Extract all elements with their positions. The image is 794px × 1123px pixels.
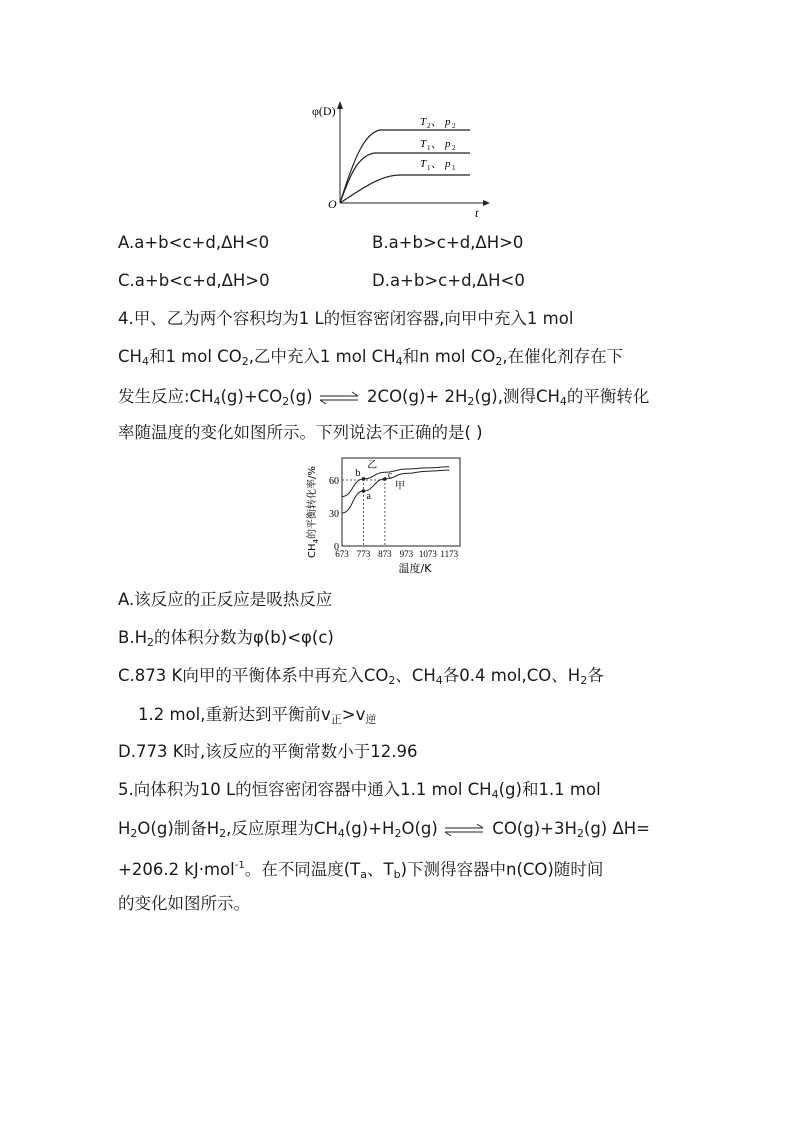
q5-line2: $H_2O(g)$制备$H_2$,反应原理为$CH_4(g)+H_2O(g)$ $CO(g)+3H_2(g)$ ΔH= xyxy=(118,819,651,840)
svg-text:T: T xyxy=(420,138,427,150)
svg-text:1: 1 xyxy=(427,164,431,172)
option-4c-line2: 1.2 mol,重新达到平衡前$v_正>v_逆$ xyxy=(138,705,377,726)
point-label-c: c xyxy=(387,469,393,481)
svg-text:2: 2 xyxy=(452,144,456,152)
conversion-chart-svg xyxy=(300,450,470,580)
svg-text:p: p xyxy=(445,158,451,170)
svg-text:p: p xyxy=(445,116,451,128)
option-4b: $B.H_2$的体积分数为φ(b)<φ(c) xyxy=(118,628,334,649)
equilibrium-arrow-icon xyxy=(443,823,487,837)
x-tick-label: 773 xyxy=(356,549,371,559)
svg-text:1: 1 xyxy=(452,164,456,172)
q5-line4: 的变化如图所示。 xyxy=(118,894,250,913)
figure-phi-vs-t xyxy=(300,95,500,220)
origin-label: O xyxy=(328,197,337,211)
svg-text:p: p xyxy=(445,138,451,150)
curve-T1-p1 xyxy=(340,175,470,203)
figure-conversion-chart xyxy=(300,450,470,580)
q5-line3: +206.2 kJ·mol$^{-1}$。在不同温度($T_a$、$T_b$)下测得容器中n(CO)随时间 xyxy=(118,860,604,881)
curve-T1-p2 xyxy=(340,153,470,203)
y-tick-label: 60 xyxy=(329,476,339,487)
option-4d: D.773 K时,该反应的平衡常数小于12.96 xyxy=(118,742,418,761)
svg-text:1: 1 xyxy=(427,144,431,152)
option-3a: A.a+b<c+d,ΔH<0 xyxy=(118,233,270,252)
q5-line1: 5.向体积为10 L的恒容密闭容器中通入1.1 mol $CH_4(g)$和1.1 mol xyxy=(118,780,601,801)
curve-label-T1-p2 xyxy=(420,137,456,152)
y-axis-label: φ(D) xyxy=(312,104,336,118)
y-axis-label: $CH_4$的平衡转化率/% xyxy=(307,466,320,558)
y-axis-arrow xyxy=(337,101,343,109)
svg-text:、: 、 xyxy=(431,157,442,170)
point-label-b: b xyxy=(355,467,361,479)
series-label-yi: 乙 xyxy=(367,459,378,471)
option-3c: C.a+b<c+d,ΔH>0 xyxy=(118,271,270,290)
x-tick-label: 1073 xyxy=(418,549,437,559)
option-3b: B.a+b>c+d,ΔH>0 xyxy=(372,233,524,252)
curve-label-T2-p2 xyxy=(420,115,456,130)
q4-line3: 发生反应$:CH_4(g)+CO_2(g)$ $2CO(g)+ 2H_2(g)$,测得$CH_4$的平衡转化 xyxy=(118,387,650,408)
svg-text:T: T xyxy=(420,158,427,170)
curve-T2-p2 xyxy=(340,130,470,203)
q4-line2: $CH_4$和1 mol $CO_2$,乙中充入1 mol $CH_4$和n mol $CO_2$,在催化剂存在下 xyxy=(118,347,624,368)
point-label-a: a xyxy=(366,491,371,502)
figure-phi-vs-t-svg xyxy=(300,95,500,220)
series-label-jia: 甲 xyxy=(394,480,405,492)
option-4c-line1: C.873 K向甲的平衡体系中再充入$CO_2$、$CH_4$各0.4 mol,CO、$H_2$各 xyxy=(118,666,604,687)
svg-text:T: T xyxy=(420,116,427,128)
x-axis-label: 温度/K xyxy=(398,562,432,575)
x-tick-label: 873 xyxy=(378,549,392,559)
y-tick-label: 0 xyxy=(334,542,339,553)
x-tick-label: 673 xyxy=(335,549,349,559)
y-tick-label: 30 xyxy=(329,509,339,520)
svg-text:2: 2 xyxy=(452,122,456,130)
q4-line4: 率随温度的变化如图所示。下列说法不正确的是( ) xyxy=(118,423,483,442)
x-tick-label: 973 xyxy=(399,549,414,559)
curve-label-T1-p1 xyxy=(420,157,456,172)
option-4a: A.该反应的正反应是吸热反应 xyxy=(118,590,333,609)
option-3d: D.a+b>c+d,ΔH<0 xyxy=(372,271,525,290)
svg-text:、: 、 xyxy=(431,137,442,150)
x-tick-label: 1173 xyxy=(440,549,459,559)
svg-text:2: 2 xyxy=(427,122,431,130)
x-axis-label: t xyxy=(475,206,479,220)
svg-text:、: 、 xyxy=(431,115,442,128)
q4-line1: 4.甲、乙为两个容积均为1 L的恒容密闭容器,向甲中充入1 mol xyxy=(118,309,574,328)
equilibrium-arrow-icon xyxy=(318,391,362,405)
x-axis-arrow xyxy=(483,200,490,206)
